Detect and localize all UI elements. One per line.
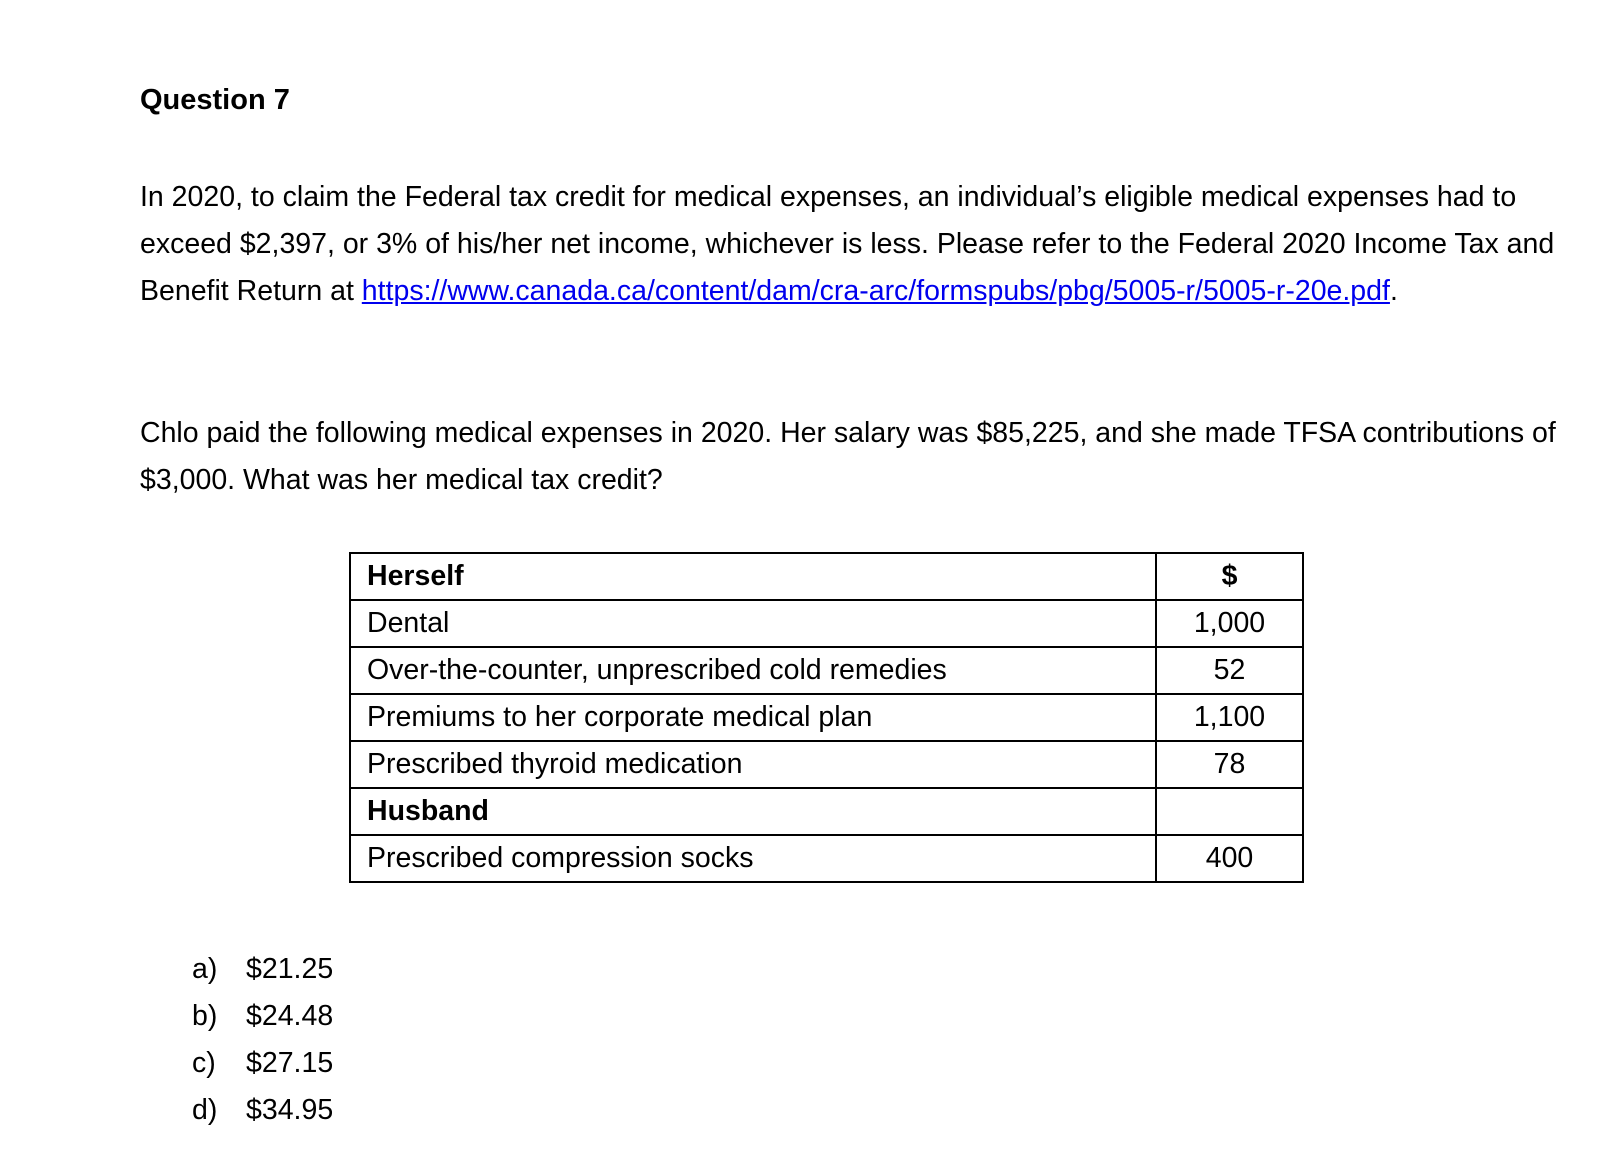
option-letter: c) [192,1047,216,1079]
option-text: $21.25 [246,953,334,985]
answer-option[interactable] [192,946,333,993]
intro-paragraph [140,174,1580,315]
expense-amount: 78 [1156,741,1303,788]
expense-amount: 52 [1156,647,1303,694]
option-text: $24.48 [246,1000,334,1032]
expense-label: Prescribed thyroid medication [350,741,1156,788]
table-row [350,788,1303,835]
expense-amount: 1,000 [1156,600,1303,647]
intro-period: . [1389,275,1398,307]
expense-amount: $ [1156,553,1303,600]
answer-option[interactable] [192,993,333,1040]
expense-amount [1156,788,1303,835]
option-text: $27.15 [246,1047,334,1079]
expense-label: Dental [350,600,1156,647]
table-row [350,694,1303,741]
option-letter: d) [192,1094,218,1126]
answer-option[interactable] [192,1087,333,1134]
expenses-table [349,552,1304,883]
expense-label: Prescribed compression socks [350,835,1156,882]
table-row [350,835,1303,882]
expense-amount: 1,100 [1156,694,1303,741]
table-row [350,647,1303,694]
expense-label: Over-the-counter, unprescribed cold remedies [350,647,1156,694]
answer-option[interactable] [192,1040,333,1087]
form-link[interactable]: https://www.canada.ca/content/dam/cra-arc/formspubs/pbg/5005-r/5005-r-20e.pdf [361,275,1390,307]
expense-label: Husband [350,788,1156,835]
expense-amount: 400 [1156,835,1303,882]
option-letter: a) [192,953,218,985]
option-text: $34.95 [246,1094,334,1126]
expense-label: Herself [350,553,1156,600]
option-letter: b) [192,1000,218,1032]
question-title: Question 7 [140,84,290,116]
question-text: Chlo paid the following medical expenses in 2020. Her salary was $85,225, and she made TFSA contributions of $3,000. What was her medical tax credit? [140,417,1556,496]
table-row [350,553,1303,600]
answer-options [192,946,333,1134]
table-row [350,600,1303,647]
intro-text: In 2020, to claim the Federal tax credit for medical expenses, an individual’s eligible medical expenses had to exceed $2,397, or 3% of his/her net income, whichever is less. Please refer to the Federal 2020 Income Tax and Benefit Return at [140,181,1555,307]
table-row [350,741,1303,788]
expense-label: Premiums to her corporate medical plan [350,694,1156,741]
